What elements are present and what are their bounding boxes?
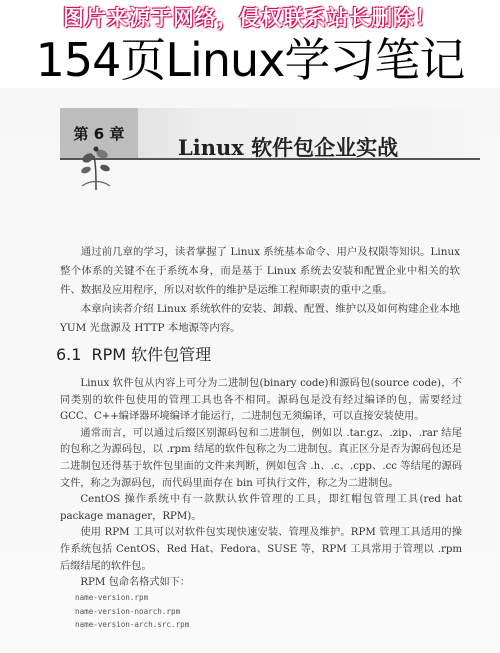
code-line: name-version.rpm bbox=[75, 593, 149, 602]
code-block bbox=[75, 591, 189, 632]
body-paragraph: 通常而言，可以通过后缀区别源码包和二进制包，例如以 .tar.gz、.zip、.rar 结尾的包称之为源码包，以 .rpm 结尾的软件包称之为二进制包。真正区分是否为源码包还是二进制包还得基于软件包里面的文件来判断，例如包含 .h、.c、.cpp、.cc 等结尾的源码文件，称之为源码包，而代码里面存在 bin 可执行文件，称之为二进制包。 bbox=[60, 427, 462, 489]
section-body bbox=[60, 376, 462, 592]
body-paragraph: RPM 包命名格式如下： bbox=[80, 577, 191, 589]
book-page bbox=[0, 88, 500, 653]
section-title: RPM 软件包管理 bbox=[91, 345, 212, 364]
leaf-ornament-icon bbox=[76, 146, 116, 192]
body-paragraph: Linux 软件包从内容上可分为二进制包(binary code)和源码包(source code)，不同类别的软件包使用的管理工具也各不相同。源码包是没有经过编译的包，需要经过 GCC、C++编译器环境编译才能运行，二进制包无须编译，可以直接安装使用。 bbox=[60, 378, 462, 423]
intro-paragraph: 通过前几章的学习，读者掌握了 Linux 系统基本命令、用户及权限等知识。Linux 整个体系的关键不在于系统本身，而是基于 Linux 系统去安装和配置企业中相关的软件、数据及应用程序，所以对软件的维护是运维工程师职责的重中之重。 bbox=[60, 246, 460, 296]
chapter-number-tag: 第 6 章 bbox=[60, 108, 138, 158]
banner-title: 154页Linux学习笔记 bbox=[35, 33, 465, 87]
intro-paragraph: 本章向读者介绍 Linux 系统软件的安装、卸载、配置、维护以及如何构建企业本地 YUM 光盘源及 HTTP 本地源等内容。 bbox=[60, 303, 460, 334]
code-line: name-version-noarch.rpm bbox=[75, 606, 181, 616]
section-heading bbox=[56, 342, 211, 365]
body-paragraph: CentOS 操作系统中有一款默认软件管理的工具，即红帽包管理工具(red hat package manager，RPM)。 bbox=[60, 494, 462, 522]
watermark-text: 图片来源于网络，侵权联系站长删除！ bbox=[63, 6, 437, 30]
chapter-intro bbox=[60, 243, 460, 338]
section-number: 6.1 bbox=[56, 345, 82, 364]
code-line: name-version-arch.src.rpm bbox=[75, 620, 190, 630]
chapter-title: Linux 软件包企业实战 bbox=[178, 135, 399, 160]
body-paragraph: 使用 RPM 工具可以对软件包实现快速安装、管理及维护。RPM 管理工具适用的操作系统包括 CentOS、Red Hat、Fedora、SUSE 等，RPM 工具常用于管理以 .rpm 后缀结尾的软件包。 bbox=[60, 527, 462, 572]
